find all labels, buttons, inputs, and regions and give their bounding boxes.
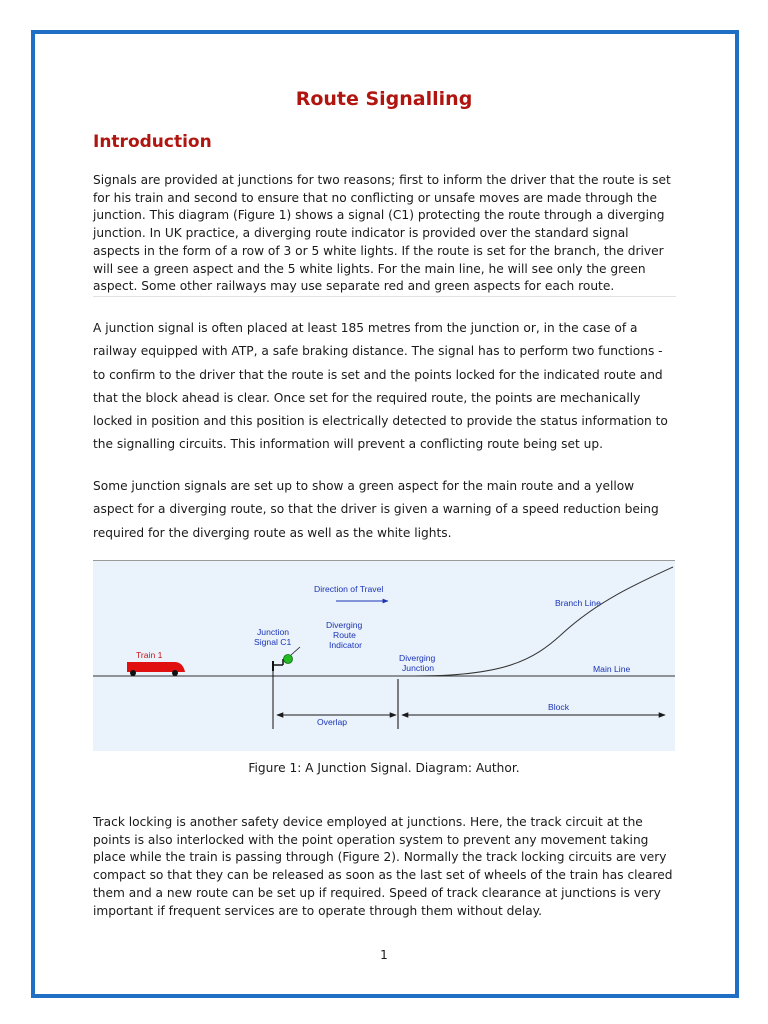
paragraph-junction-signal: A junction signal is often placed at least 185 metres from the junction or, in the case of a railway equipped with ATP, a safe braking distance. The signal has to perform two functions - to confirm to the driver that the route is set and the points locked for the indicated route and that the block ahead is clear. Once set for the required route, the points are mechanically locked in position and this position is electrically detected to provide the status information to the signalling circuits. This information will prevent a conflicting route being set up. [93, 321, 668, 452]
paragraph-track-locking: Track locking is another safety device employed at junctions. Here, the track circuit at the points is also interlocked with the point operation system to prevent any movement taking place while the train is passing through (Figure 2). Normally the track locking circuits are very compact so that they can be released as soon as the last set of wheels of the train has cleared them and a new route can be set up if required. Speed of track clearance at junctions is very important if frequent services are to operate through them without delay. [93, 815, 673, 918]
page-number: 1 [380, 948, 388, 962]
route-indicator-icon [291, 647, 300, 655]
page-title: Route Signalling [295, 88, 473, 110]
main-line-label: Main Line [593, 664, 631, 674]
paragraph-aspects: Some junction signals are set up to show a green aspect for the main route and a yellow aspect for a diverging route, so that the driver is given a warning of a speed reduction being required for the diverging route as well as the white lights. [93, 479, 659, 540]
figure-caption: Figure 1: A Junction Signal. Diagram: Author. [248, 761, 520, 775]
direction-label: Direction of Travel [314, 584, 384, 594]
junction-signal-label: Signal C1 [254, 637, 292, 647]
route-indicator-label: Indicator [329, 640, 362, 650]
block-label: Block [548, 702, 570, 712]
paragraph-intro: Signals are provided at junctions for two reasons; first to inform the driver that the route is set for his train and second to ensure that no conflicting or unsafe moves are made through the junction. This diagram (Figure 1) shows a signal (C1) protecting the route through a diverging junction. In UK practice, a diverging route indicator is provided over the standard signal aspects in the form of a row of 3 or 5 white lights. If the route is set for the branch, the driver will see a green aspect and the 5 white lights. For the main line, he will see only the green aspect. Some other railways may use separate red and green aspects for each route. [93, 173, 671, 294]
diverging-junction-label: Junction [402, 663, 435, 673]
figure-junction-signal [93, 560, 675, 751]
train-wheel-icon [172, 670, 178, 676]
diverging-junction-label: Diverging [399, 653, 436, 663]
section-heading: Introduction [93, 132, 212, 152]
divider [93, 296, 676, 297]
junction-signal-label: Junction [257, 627, 290, 637]
signal-light-icon [284, 655, 293, 664]
train-wheel-icon [130, 670, 136, 676]
junction-diagram [93, 561, 675, 751]
overlap-label: Overlap [317, 717, 348, 727]
train-label: Train 1 [136, 650, 163, 660]
route-indicator-label: Diverging [326, 620, 363, 630]
branch-track [415, 567, 673, 676]
route-indicator-label: Route [333, 630, 356, 640]
branch-line-label: Branch Line [555, 598, 601, 608]
